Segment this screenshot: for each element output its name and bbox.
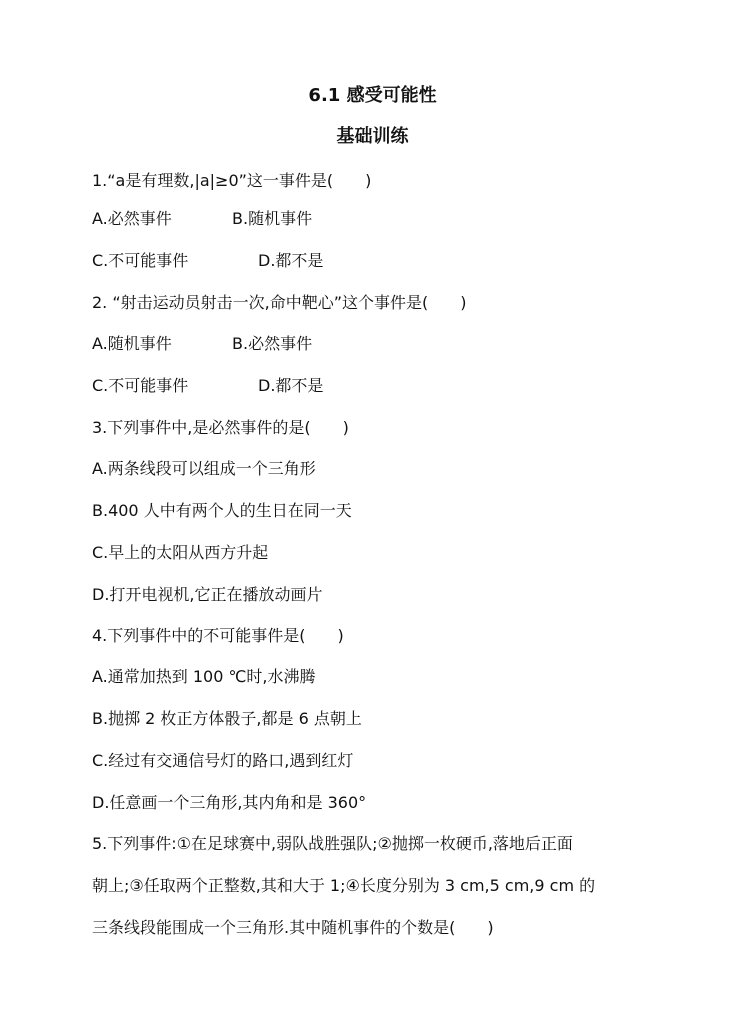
question-5-stem-line-1: 5.下列事件:①在足球赛中,弱队战胜强队;②抛掷一枚硬币,落地后正面 [92,834,573,853]
question-2-stem: 2. “射击运动员射击一次,命中靶心”这个事件是( ) [92,293,467,312]
question-1-option-a: A.必然事件 [92,209,172,228]
question-3-option-a: A.两条线段可以组成一个三角形 [92,459,316,478]
question-4-option-d: D.任意画一个三角形,其内角和是 360° [92,793,367,812]
question-2-options-row-2 [92,376,692,396]
question-2-option-c: C.不可能事件 [92,376,189,395]
question-2-option-a: A.随机事件 [92,334,172,353]
question-1-option-c: C.不可能事件 [92,251,189,270]
question-3-stem: 3.下列事件中,是必然事件的是( ) [92,418,349,437]
question-4-option-b: B.抛掷 2 枚正方体骰子,都是 6 点朝上 [92,709,362,728]
question-1-options-row-2 [92,251,692,271]
question-4-option-a: A.通常加热到 100 ℃时,水沸腾 [92,667,316,686]
question-4-option-c: C.经过有交通信号灯的路口,遇到红灯 [92,751,354,770]
question-2-options-row-1 [92,334,692,354]
question-5-stem-line-3: 三条线段能围成一个三角形.其中随机事件的个数是( ) [92,918,494,937]
question-3-option-d: D.打开电视机,它正在播放动画片 [92,585,323,604]
question-1-options-row-1 [92,209,692,229]
question-3-option-b: B.400 人中有两个人的生日在同一天 [92,501,352,520]
question-3-option-c: C.早上的太阳从西方升起 [92,543,269,562]
question-4-stem: 4.下列事件中的不可能事件是( ) [92,626,344,645]
subsection-title: 基础训练 [336,126,409,147]
section-title: 6.1 感受可能性 [308,85,437,106]
question-5-stem-line-2: 朝上;③任取两个正整数,其和大于 1;④长度分别为 3 cm,5 cm,9 cm 的 [92,876,596,895]
question-1-option-b: B.随机事件 [232,209,313,228]
question-2-option-b: B.必然事件 [232,334,313,353]
question-1-option-d: D.都不是 [258,251,324,270]
question-2-option-d: D.都不是 [258,376,324,395]
question-1-stem: 1.“a是有理数,|a|≥0”这一事件是( ) [92,171,372,190]
